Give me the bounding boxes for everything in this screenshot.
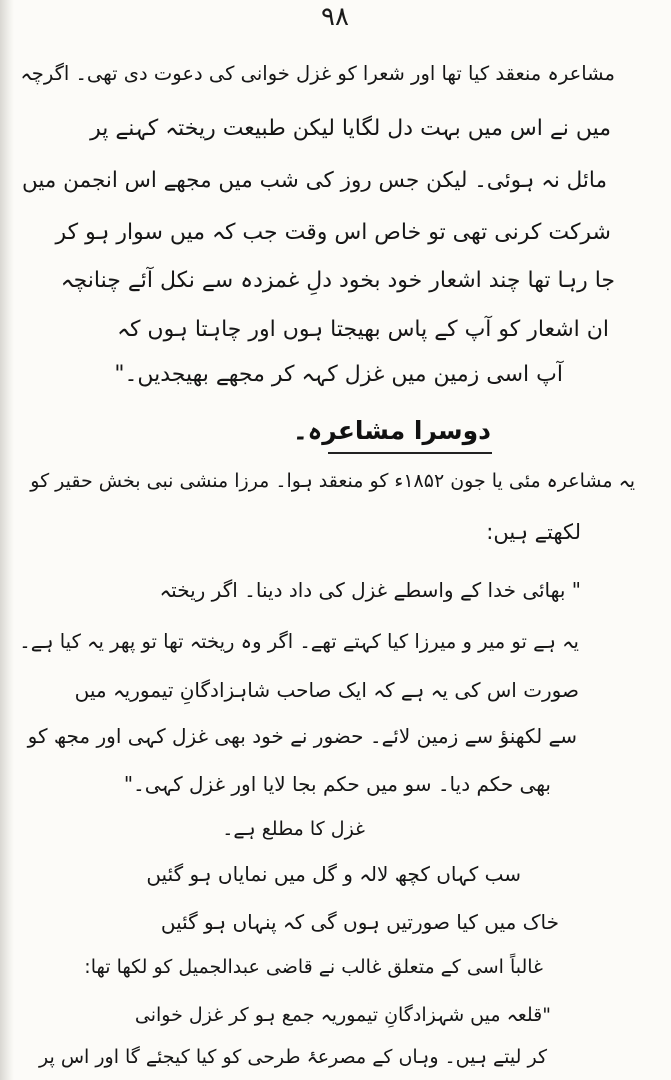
binding-shadow	[0, 0, 14, 1080]
quote-line: " بھائی خدا کے واسطے غزل کی داد دینا۔ اگر ریختہ	[159, 578, 581, 602]
text-line: شرکت کرنی تھی تو خاص اس وقت جب کہ میں سوار ہو کر	[55, 220, 611, 245]
text-line: مائل نہ ہوئی۔ لیکن جس روز کی شب میں مجھے اس انجمن میں	[21, 168, 607, 193]
text-line: ان اشعار کو آپ کے پاس بھیجتا ہوں اور چاہتا ہوں کہ	[117, 317, 609, 342]
text-line: لکھتے ہیں:	[486, 520, 581, 544]
couplet-line: سب کہاں کچھ لالہ و گل میں نمایاں ہو گئیں	[146, 862, 521, 886]
matla-label: غزل کا مطلع ہے۔	[222, 818, 365, 840]
text-line: یہ مشاعرہ مئی یا جون ۱۸۵۲ء کو منعقد ہوا۔ مرزا منشی نبی بخش حقیر کو	[30, 470, 635, 492]
text-line: غالباً اسی کے متعلق غالب نے قاضی عبدالجمیل کو لکھا تھا:	[84, 956, 543, 978]
text-line: "قلعہ میں شہزادگانِ تیموریہ جمع ہو کر غزل خوانی	[134, 1004, 551, 1026]
quote-line: صورت اس کی یہ ہے کہ ایک صاحب شاہزادگانِ تیموریہ میں	[74, 678, 579, 702]
quote-line: سے لکھنؤ سے زمین لائے۔ حضور نے خود بھی غزل کہی اور مجھ کو	[27, 724, 577, 748]
page-number: ۹۸	[321, 2, 349, 32]
quote-line: یہ ہے تو میر و میرزا کیا کہتے تھے۔ اگر وہ ریختہ تھا تو پھر یہ کیا ہے۔	[19, 630, 579, 653]
quote-line: بھی حکم دیا۔ سو میں حکم بجا لایا اور غزل کہی۔"	[123, 772, 551, 796]
text-line: آپ اسی زمین میں غزل کہہ کر مجھے بھیجدیں۔"	[114, 362, 563, 387]
text-line: جا رہا تھا چند اشعار خود بخود دلِ غمزدہ سے نکل آئے چنانچہ	[60, 268, 615, 293]
heading-underline	[328, 452, 492, 454]
text-line: کر لیتے ہیں۔ وہاں کے مصرعۂ طرحی کو کیا کیجئے گا اور اس پر	[39, 1046, 547, 1068]
text-line: مشاعرہ منعقد کیا تھا اور شعرا کو غزل خوانی کی دعوت دی تھی۔ اگرچہ	[20, 62, 615, 85]
section-heading: دوسرا مشاعرہ۔	[292, 416, 491, 445]
text-line: میں نے اس میں بہت دل لگایا لیکن طبیعت ریختہ کہنے پر	[90, 116, 611, 141]
couplet-line: خاک میں کیا صورتیں ہوں گی کہ پنہاں ہو گئیں	[160, 910, 559, 934]
